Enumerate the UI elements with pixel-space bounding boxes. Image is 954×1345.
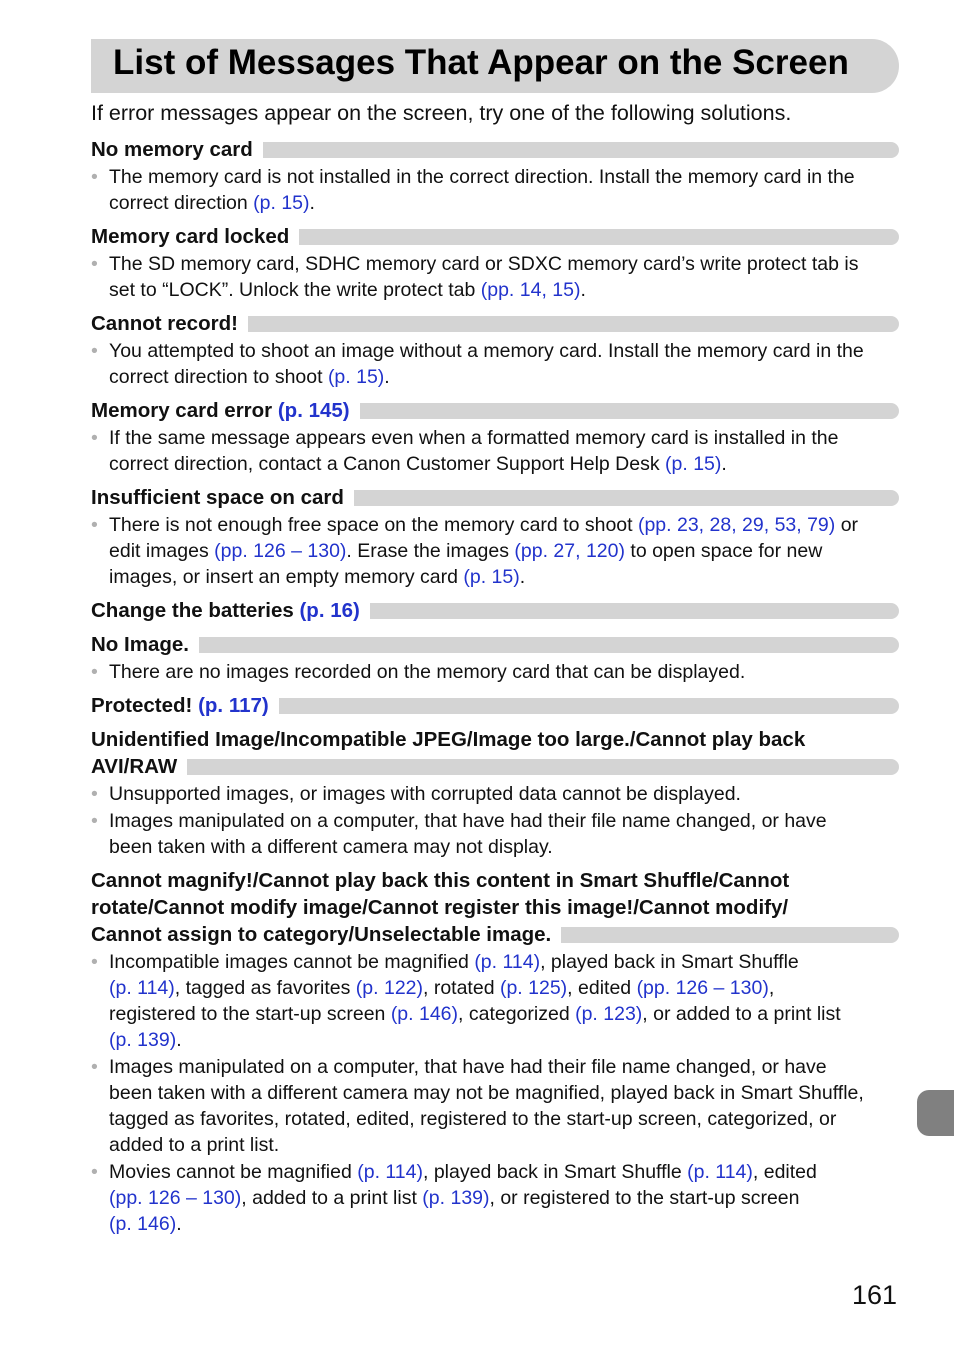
- message-entry: [91, 482, 899, 590]
- bullet-item: [91, 512, 899, 590]
- message-heading: [91, 134, 899, 163]
- bullet-item: [91, 1159, 899, 1237]
- bullet-line: edit images (pp. 126 – 130). Erase the images (pp. 27, 120) to open space for new: [109, 540, 823, 562]
- message-heading-text: Protected! (p. 117): [91, 694, 269, 717]
- page-reference-link[interactable]: (p. 125): [499, 977, 568, 999]
- message-heading-text: Cannot record!: [91, 312, 238, 335]
- page-reference-link[interactable]: (p. 146): [390, 1003, 459, 1025]
- heading-underline-bar: [279, 698, 899, 714]
- bullet-line: images, or insert an empty memory card (p. 15).: [109, 566, 526, 588]
- bullet-line: (pp. 126 – 130), added to a print list (p. 139), or registered to the start-up screen: [109, 1187, 800, 1209]
- page-reference-link[interactable]: (p. 114): [687, 1161, 753, 1183]
- message-entry: [91, 308, 899, 390]
- page-reference-link[interactable]: (p. 114): [357, 1161, 423, 1183]
- message-heading-text: No Image.: [91, 633, 189, 656]
- bullet-line: added to a print list.: [109, 1134, 280, 1156]
- bullet-line: • There is not enough free space on the memory card to shoot (pp. 23, 28, 29, 53, 79) or: [109, 514, 859, 536]
- bullet-line: correct direction (p. 15).: [109, 192, 315, 214]
- heading-underline-bar: [354, 490, 899, 506]
- message-heading: [91, 308, 899, 337]
- heading-underline-bar: [299, 229, 899, 245]
- page-reference-link[interactable]: (p. 15): [665, 453, 722, 475]
- bullet-line: been taken with a different camera may not display.: [109, 836, 553, 858]
- message-entry: [91, 629, 899, 685]
- message-heading: [91, 482, 899, 511]
- message-entry: [91, 221, 899, 303]
- heading-underline-bar: [370, 603, 899, 619]
- page-reference-link[interactable]: (p. 145): [277, 399, 350, 422]
- page-reference-link[interactable]: (pp. 23, 28, 29, 53, 79): [637, 514, 836, 536]
- heading-underline-bar: [561, 927, 899, 943]
- bullet-line: • Unsupported images, or images with corrupted data cannot be displayed.: [109, 783, 741, 805]
- bullet-item: [91, 251, 899, 303]
- message-heading-text: Insufficient space on card: [91, 486, 344, 509]
- page-reference-link[interactable]: (pp. 126 – 130): [636, 977, 769, 999]
- bullet-line: correct direction to shoot (p. 15).: [109, 366, 390, 388]
- bullet-line: • The memory card is not installed in the correct direction. Install the memory card in the: [109, 166, 855, 188]
- heading-underline-bar: [248, 316, 899, 332]
- message-heading-text: rotate/Cannot modify image/Cannot register this image!/Cannot modify/: [91, 896, 789, 919]
- message-heading-text: Memory card locked: [91, 225, 290, 248]
- bullet-line: • Images manipulated on a computer, that have had their file name changed, or have: [109, 810, 827, 832]
- message-list: [91, 134, 899, 1242]
- bullet-line: • Incompatible images cannot be magnified (p. 114), played back in Smart Shuffle: [109, 951, 799, 973]
- message-entry: [91, 724, 899, 860]
- bullet-line: been taken with a different camera may not be magnified, played back in Smart Shuffle,: [109, 1082, 864, 1104]
- bullet-line: correct direction, contact a Canon Customer Support Help Desk (p. 15).: [109, 453, 727, 475]
- intro-text: If error messages appear on the screen, try one of the following solutions.: [91, 101, 792, 125]
- message-entry: [91, 865, 899, 1237]
- heading-underline-bar: [199, 637, 899, 653]
- message-heading-text: No memory card: [91, 138, 253, 161]
- page-reference-link[interactable]: (pp. 126 – 130): [109, 1187, 242, 1209]
- bullet-item: [91, 659, 899, 685]
- page-reference-link[interactable]: (p. 114): [474, 951, 541, 973]
- page-reference-link[interactable]: (p. 15): [327, 366, 385, 388]
- message-heading: [91, 395, 899, 424]
- page-reference-link[interactable]: (pp. 14, 15): [480, 279, 581, 301]
- bullet-line: registered to the start-up screen (p. 146), categorized (p. 123), or added to a print list: [109, 1003, 841, 1025]
- message-heading: [91, 690, 899, 719]
- page-reference-link[interactable]: (pp. 126 – 130): [214, 540, 347, 562]
- page-reference-link[interactable]: (p. 117): [198, 694, 269, 717]
- page-reference-link[interactable]: (p. 15): [253, 192, 310, 214]
- bullet-line: (p. 139).: [109, 1029, 182, 1051]
- page-reference-link[interactable]: (p. 123): [575, 1003, 643, 1025]
- bullet-item: [91, 1054, 899, 1158]
- page-number: 161: [852, 1280, 898, 1310]
- page-reference-link[interactable]: (p. 139): [422, 1187, 490, 1209]
- message-entry: [91, 395, 899, 477]
- message-entry: [91, 690, 899, 719]
- bullet-line: • Movies cannot be magnified (p. 114), played back in Smart Shuffle (p. 114), edited: [109, 1161, 817, 1183]
- bullet-line: • You attempted to shoot an image without a memory card. Install the memory card in the: [109, 340, 864, 362]
- message-heading-text: Memory card error (p. 145): [91, 399, 350, 422]
- chapter-tab: [917, 1090, 954, 1136]
- page-reference-link[interactable]: (p. 122): [355, 977, 423, 999]
- page-reference-link[interactable]: (p. 146): [109, 1213, 177, 1235]
- title-banner: [91, 39, 899, 93]
- bullet-line: (p. 114), tagged as favorites (p. 122), rotated (p. 125), edited (pp. 126 – 130),: [109, 977, 775, 999]
- bullet-item: [91, 164, 899, 216]
- message-heading-text: Unidentified Image/Incompatible JPEG/Image too large./Cannot play back: [91, 728, 806, 751]
- bullet-line: • Images manipulated on a computer, that have had their file name changed, or have: [109, 1056, 827, 1078]
- bullet-line: • If the same message appears even when a formatted memory card is installed in the: [109, 427, 839, 449]
- message-heading-text: Cannot magnify!/Cannot play back this content in Smart Shuffle/Cannot: [91, 869, 790, 892]
- page-title: List of Messages That Appear on the Screen: [113, 43, 849, 82]
- heading-underline-bar: [263, 142, 899, 158]
- page-reference-link[interactable]: (p. 16): [299, 599, 360, 622]
- message-entry: [91, 595, 899, 624]
- message-heading: [91, 629, 899, 658]
- message-heading-text: AVI/RAW: [91, 755, 178, 778]
- message-heading-text: Cannot assign to category/Unselectable image.: [91, 923, 552, 946]
- bullet-line: (p. 146).: [109, 1213, 182, 1235]
- page-reference-link[interactable]: (p. 139): [109, 1029, 177, 1051]
- message-entry: [91, 134, 899, 216]
- page-reference-link[interactable]: (pp. 27, 120): [514, 540, 625, 562]
- heading-underline-bar: [360, 403, 899, 419]
- message-heading: [91, 724, 899, 780]
- bullet-line: • The SD memory card, SDHC memory card or SDXC memory card’s write protect tab is: [109, 253, 859, 275]
- bullet-item: [91, 338, 899, 390]
- heading-underline-bar: [187, 759, 899, 775]
- bullet-item: [91, 781, 899, 807]
- message-heading: [91, 595, 899, 624]
- page-reference-link[interactable]: (p. 15): [463, 566, 520, 588]
- bullet-item: [91, 808, 899, 860]
- message-heading-text: Change the batteries (p. 16): [91, 599, 360, 622]
- page-reference-link[interactable]: (p. 114): [109, 977, 175, 999]
- bullet-item: [91, 949, 899, 1053]
- message-heading: [91, 865, 899, 948]
- bullet-line: • There are no images recorded on the memory card that can be displayed.: [109, 661, 746, 683]
- bullet-item: [91, 425, 899, 477]
- bullet-line: tagged as favorites, rotated, edited, registered to the start-up screen, categorized, or: [109, 1108, 837, 1130]
- bullet-line: set to “LOCK”. Unlock the write protect tab (pp. 14, 15).: [109, 279, 586, 301]
- message-heading: [91, 221, 899, 250]
